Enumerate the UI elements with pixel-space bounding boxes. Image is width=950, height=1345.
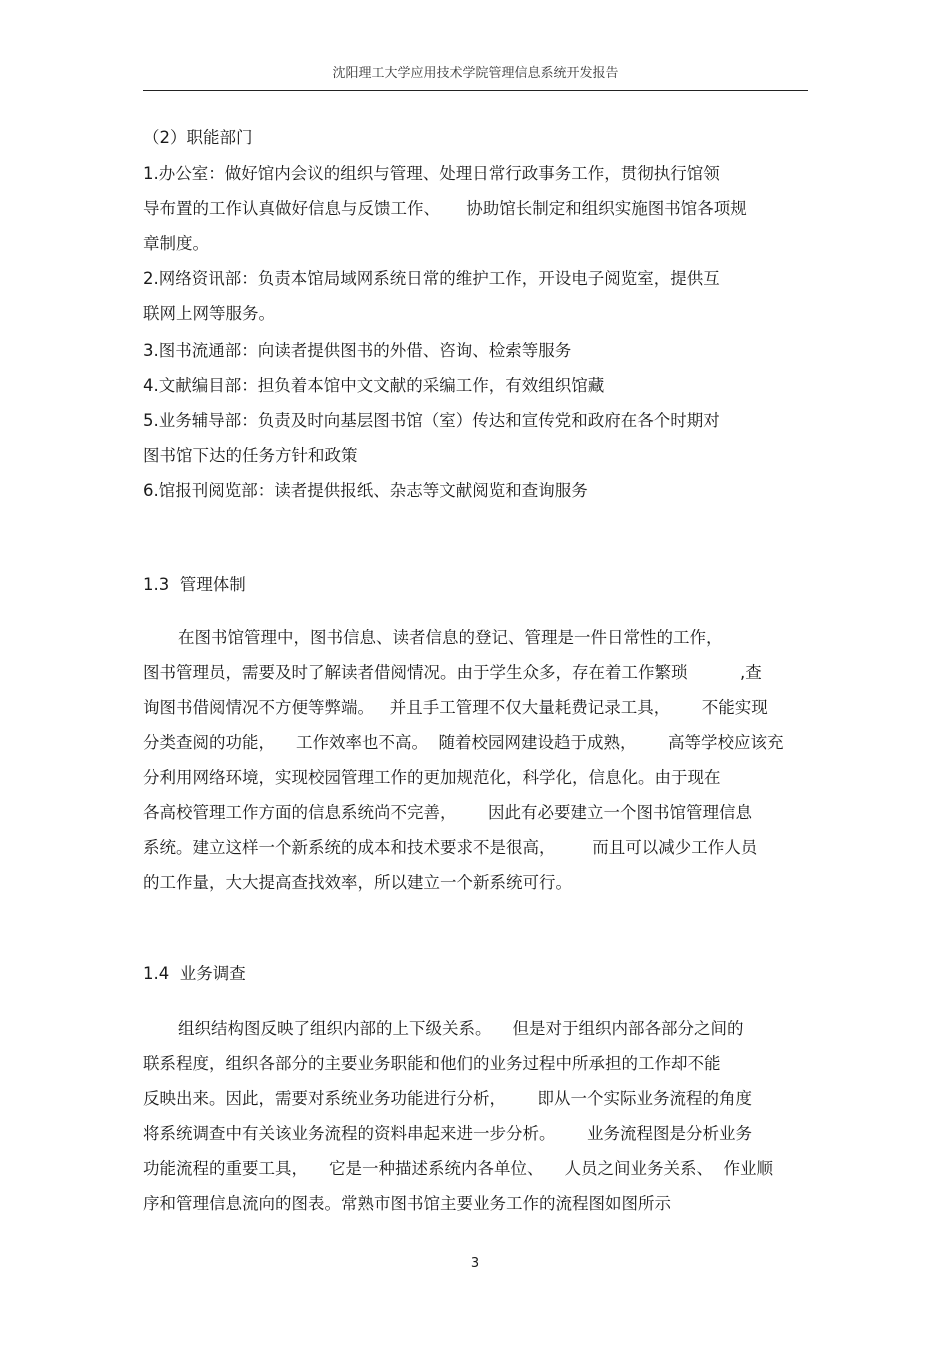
paragraph-line: 2.网络资讯部：负责本馆局域网系统日常的维护工作，开设电子阅览室，提供互 [143,269,720,288]
paragraph-line: 将系统调查中有关该业务流程的资料串起来进一步分析。 业务流程图是分析业务 [143,1124,752,1143]
paragraph-line: 4.文献编目部：担负着本馆中文文献的采编工作，有效组织馆藏 [143,376,605,395]
paragraph-line: 分类查阅的功能， 工作效率也不高。 随着校园网建设趋于成熟， 高等学校应该充 [143,733,784,752]
header-rule [143,90,808,91]
paragraph-line: 1.办公室：做好馆内会议的组织与管理、处理日常行政事务工作，贯彻执行馆领 [143,164,720,183]
paragraph-line: 3.图书流通部：向读者提供图书的外借、咨询、检索等服务 [143,341,572,360]
paragraph-line: 图书管理员，需要及时了解读者借阅情况。由于学生众多，存在着工作繁琐 ,查 [143,663,762,682]
paragraph-line: 导布置的工作认真做好信息与反馈工作、 协助馆长制定和组织实施图书馆各项规 [143,199,747,218]
section-heading: 1.4 业务调查 [143,964,246,983]
paragraph-line: 各高校管理工作方面的信息系统尚不完善， 因此有必要建立一个图书馆管理信息 [143,803,752,822]
paragraph-line: 功能流程的重要工具， 它是一种描述系统内各单位、 人员之间业务关系、 作业顺 [143,1159,773,1178]
paragraph-line: 分利用网络环境，实现校园管理工作的更加规范化，科学化，信息化。由于现在 [143,768,721,787]
paragraph-line: 组织结构图反映了组织内部的上下级关系。 但是对于组织内部各部分之间的 [178,1019,744,1038]
paragraph-line: 图书馆下达的任务方针和政策 [143,446,358,465]
paragraph-line: 序和管理信息流向的图表。常熟市图书馆主要业务工作的流程图如图所示 [143,1194,671,1213]
page-number: 3 [470,1256,480,1271]
paragraph-line: 5.业务辅导部：负责及时向基层图书馆（室）传达和宣传党和政府在各个时期对 [143,411,720,430]
paragraph-line: 反映出来。因此，需要对系统业务功能进行分析， 即从一个实际业务流程的角度 [143,1089,752,1108]
paragraph-line: 的工作量，大大提高查找效率，所以建立一个新系统可行。 [143,873,572,892]
running-header: 沈阳理工大学应用技术学院管理信息系统开发报告 [332,66,619,81]
paragraph-line: 联网上网等服务。 [143,304,275,323]
paragraph-line: 章制度。 [143,234,209,253]
paragraph-line: 联系程度，组织各部分的主要业务职能和他们的业务过程中所承担的工作却不能 [143,1054,721,1073]
subsection-heading: （2）职能部门 [143,128,253,147]
paragraph-line: 在图书馆管理中，图书信息、读者信息的登记、管理是一件日常性的工作， [178,628,723,647]
section-heading: 1.3 管理体制 [143,575,246,594]
paragraph-line: 询图书借阅情况不方便等弊端。 并且手工管理不仅大量耗费记录工具， 不能实现 [143,698,768,717]
paragraph-line: 系统。建立这样一个新系统的成本和技术要求不是很高， 而且可以减少工作人员 [143,838,758,857]
paragraph-line: 6.馆报刊阅览部：读者提供报纸、杂志等文献阅览和查询服务 [143,481,588,500]
